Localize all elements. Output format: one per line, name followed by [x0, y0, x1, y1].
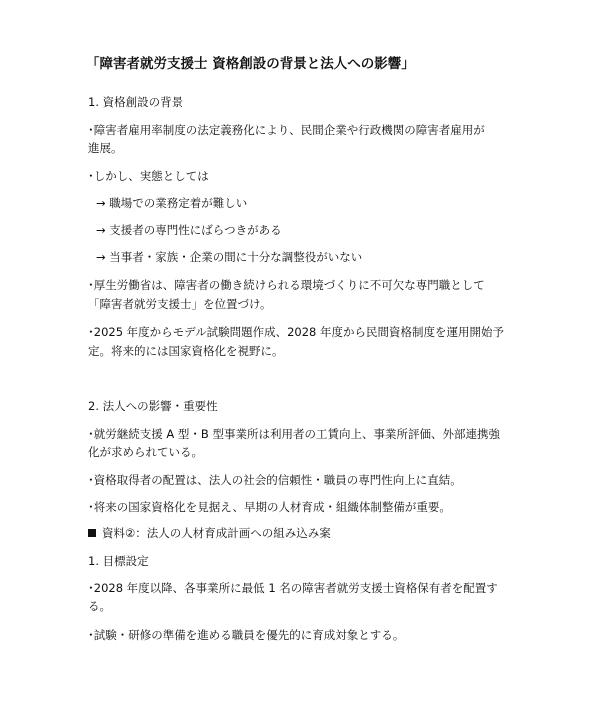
section1-paragraph1-line1: ･障害者雇用率制度の法定義務化により、民間企業や行政機関の障害者雇用が: [88, 123, 485, 137]
section1-arrow-item-2: → 支援者の専門性にばらつきがある: [96, 223, 282, 237]
document-title: 「障害者就労支援士 資格創設の背景と法人への影響」: [86, 56, 415, 72]
section1-paragraph3-line1: ･厚生労働省は、障害者の働き続けられる環境づくりに不可欠な専門職として: [88, 278, 485, 292]
appendix-heading-row: [88, 525, 331, 541]
section2-paragraph1-line2: 化が求められている。: [88, 445, 203, 459]
appendix-paragraph1-line1: ･2028 年度以降、各事業所に最低 1 名の障害者就労支援士資格保有者を配置す: [88, 581, 498, 595]
section1-heading: 1. 資格創設の背景: [88, 95, 184, 109]
section2-paragraph2: ･資格取得者の配置は、法人の社会的信頼性・職員の専門性向上に直結。: [88, 473, 462, 487]
section1-paragraph4-line1: ･2025 年度からモデル試験問題作成、2028 年度から民間資格制度を運用開始予: [88, 325, 505, 339]
section1-arrow-item-1: → 職場での業務定着が難しい: [96, 196, 248, 210]
section2-paragraph1-line1: ･就労継続支援 A 型・B 型事業所は利用者の工賃向上、事業所評価、外部連携強: [88, 427, 500, 441]
section1-paragraph1-line2: 進展。: [88, 141, 123, 155]
section1-paragraph3-line2: 「障害者就労支援士」を位置づけ。: [88, 297, 272, 311]
appendix-paragraph2: ･試験・研修の準備を進める職員を優先的に育成対象とする。: [88, 628, 405, 642]
appendix-subheading: 1. 目標設定: [88, 554, 149, 568]
black-square-icon: [88, 529, 96, 537]
section1-paragraph2: ･しかし、実態としては: [88, 169, 209, 183]
section2-paragraph3: ･将来の国家資格化を見据え、早期の人材育成・組織体制整備が重要。: [88, 500, 451, 514]
section2-heading: 2. 法人への影響・重要性: [88, 399, 218, 413]
section1-paragraph4-line2: 定。将来的には国家資格化を視野に。: [88, 344, 284, 358]
section1-arrow-item-3: → 当事者・家族・企業の間に十分な調整役がいない: [96, 250, 363, 264]
appendix-heading: 資料②：法人の人材育成計画への組み込み案: [102, 526, 331, 540]
appendix-paragraph1-line2: る。: [88, 599, 111, 613]
